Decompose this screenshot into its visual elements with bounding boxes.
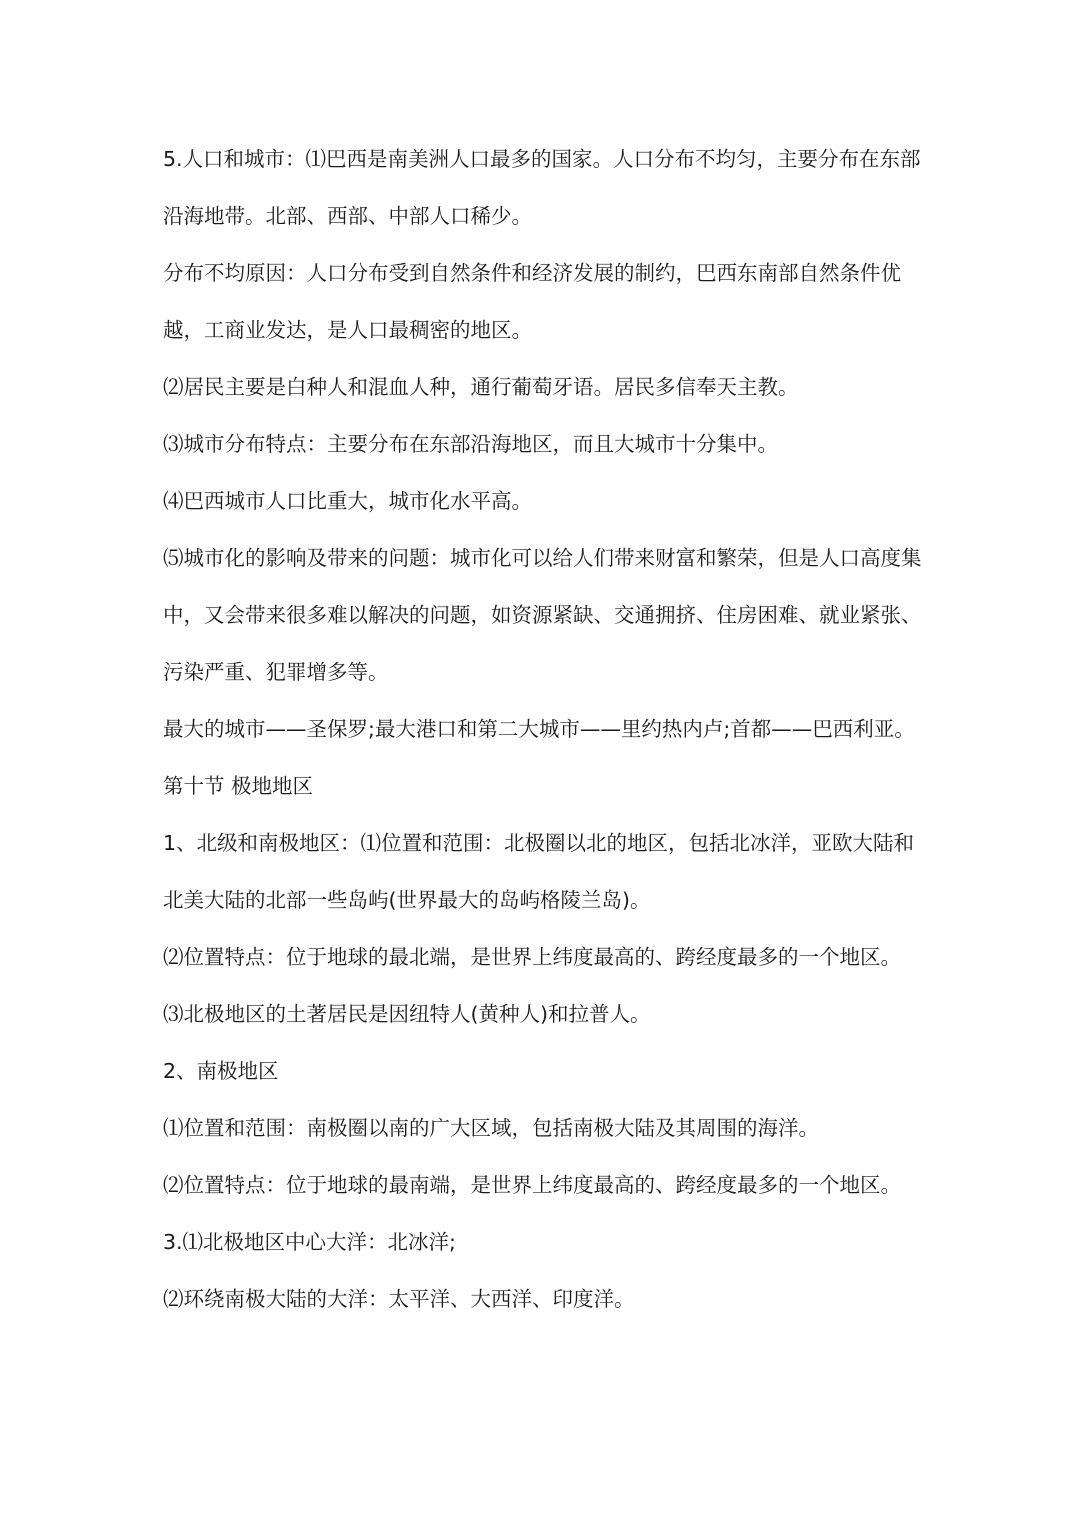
- subheading-antarctic: 2、南极地区: [163, 1059, 279, 1083]
- paragraph-antarctic-location: ⑴位置和范围：南极圈以南的广大区域，包括南极大陆及其周围的海洋。: [163, 1116, 819, 1140]
- paragraph-arctic-residents: ⑶北极地区的土著居民是因纽特人(黄种人)和拉普人。: [163, 1002, 651, 1026]
- paragraph-urbanization-level: ⑷巴西城市人口比重大，城市化水平高。: [163, 489, 532, 513]
- paragraph-urbanization-problems: ⑸城市化的影响及带来的问题：城市化可以给人们带来财富和繁荣，但是人口高度集中，又会带来很多难以解决的问题，如资源紧缺、交通拥挤、住房困难、就业紧张、污染严重、犯罪增多等。: [163, 546, 922, 684]
- paragraph-city-distribution: ⑶城市分布特点：主要分布在东部沿海地区，而且大城市十分集中。: [163, 432, 778, 456]
- paragraph-major-cities: 最大的城市——圣保罗;最大港口和第二大城市——里约热内卢;首都——巴西利亚。: [163, 717, 915, 741]
- paragraph-arctic-ocean: 3.⑴北极地区中心大洋：北冰洋;: [163, 1230, 456, 1254]
- paragraph-distribution-reason: 分布不均原因：人口分布受到自然条件和经济发展的制约，巴西东南部自然条件优越，工商业发达，是人口最稠密的地区。: [163, 261, 901, 342]
- paragraph-antarctic-features: ⑵位置特点：位于地球的最南端，是世界上纬度最高的、跨经度最多的一个地区。: [163, 1173, 901, 1197]
- paragraph-residents: ⑵居民主要是白种人和混血人种，通行葡萄牙语。居民多信奉天主教。: [163, 375, 799, 399]
- section-heading-polar-regions: 第十节 极地地区: [163, 774, 314, 798]
- paragraph-arctic-location: 1、北级和南极地区：⑴位置和范围：北极圈以北的地区，包括北冰洋，亚欧大陆和北美大陆的北部一些岛屿(世界最大的岛屿格陵兰岛)。: [163, 831, 915, 912]
- paragraph-antarctic-oceans: ⑵环绕南极大陆的大洋：太平洋、大西洋、印度洋。: [163, 1287, 635, 1311]
- paragraph-arctic-features: ⑵位置特点：位于地球的最北端，是世界上纬度最高的、跨经度最多的一个地区。: [163, 945, 901, 969]
- document-body: [163, 131, 923, 1328]
- paragraph-population-cities: 5.人口和城市：⑴巴西是南美洲人口最多的国家。人口分布不均匀，主要分布在东部沿海地带。北部、西部、中部人口稀少。: [163, 147, 921, 228]
